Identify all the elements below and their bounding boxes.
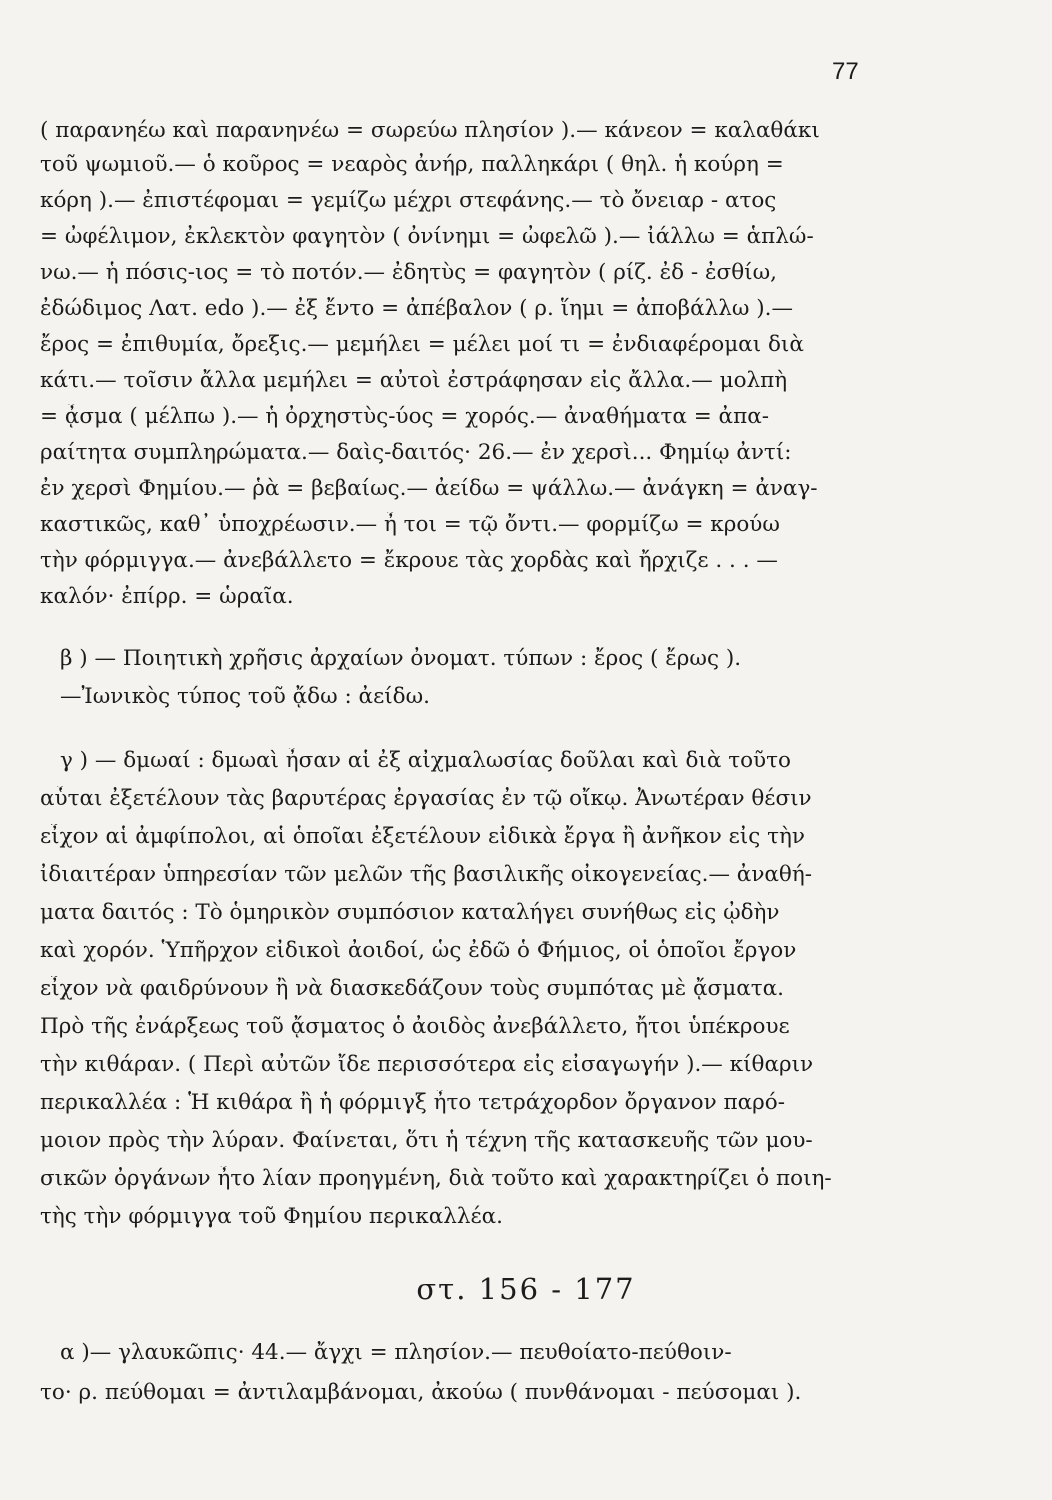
text-line: τὴς τὴν φόρμιγγα τοῦ Φημίου περικαλλέα. <box>40 1204 503 1229</box>
text-line: τὴν φόρμιγγα.— ἀνεβάλλετο = ἔκρουε τὰς χορδὰς καὶ ἤρχιζε . . . — <box>40 548 778 573</box>
text-line: Πρὸ τῆς ἐνάρξεως τοῦ ᾄσματος ὁ ἀοιδὸς ἀνεβάλλετο, ἤτοι ὑπέκρουε <box>40 1014 790 1039</box>
text-line: ἐν χερσὶ Φημίου.— ῥὰ = βεβαίως.— ἀείδω = ψάλλω.— ἀνάγκη = ἀναγ- <box>40 476 818 501</box>
text-line: ( παρανηέω καὶ παρανηνέω = σωρεύω πλησίον ).— κάνεον = καλαθάκι <box>40 118 820 143</box>
text-line: = ὠφέλιμον, ἐκλεκτὸν φαγητὸν ( ὀνίνημι = ὠφελῶ ).— ἰάλλω = ἁπλώ- <box>40 224 814 249</box>
text-line: μοιον πρὸς τὴν λύραν. Φαίνεται, ὅτι ἡ τέχνη τῆς κατασκευῆς τῶν μου- <box>40 1128 813 1153</box>
text-line: κάτι.— τοῖσιν ἄλλα μεμήλει = αὐτοὶ ἐστράφησαν εἰς ἄλλα.— μολπὴ <box>40 368 788 393</box>
text-line: σικῶν ὀργάνων ἦτο λίαν προηγμένη, διὰ τοῦτο καὶ χαρακτηρίζει ὁ ποιη- <box>40 1166 832 1191</box>
text-line: αὗται ἐξετέλουν τὰς βαρυτέρας ἐργασίας ἐν τῷ οἴκῳ. Ἀνωτέραν θέσιν <box>40 786 812 811</box>
text-line: το· ρ. πεύθομαι = ἀντιλαμβάνομαι, ἀκούω ( πυνθάνομαι - πεύσομαι ). <box>40 1380 802 1405</box>
text-line: ἐδώδιμος Λατ. edo ).— ἐξ ἔντο = ἀπέβαλον ( ρ. ἵημι = ἀποβάλλω ).— <box>40 296 793 321</box>
text-line: γ ) — δμωαί : δμωαὶ ἦσαν αἱ ἐξ αἰχμαλωσίας δοῦλαι καὶ διὰ τοῦτο <box>60 748 791 773</box>
text-line: = ᾆσμα ( μέλπω ).— ἡ ὀρχηστὺς-ύος = χορός.— ἀναθήματα = ἀπα- <box>40 404 769 429</box>
text-line: ραίτητα συμπληρώματα.— δαὶς-δαιτός· 26.— ἐν χερσὶ... Φημίῳ ἀντί: <box>40 440 792 465</box>
text-line: ἔρος = ἐπιθυμία, ὄρεξις.— μεμήλει = μέλει μοί τι = ἐνδιαφέρομαι διὰ <box>40 332 804 357</box>
text-line: ἰδιαιτέραν ὑπηρεσίαν τῶν μελῶν τῆς βασιλικῆς οἰκογενείας.— ἀναθή- <box>40 862 813 887</box>
text-line: τὴν κιθάραν. ( Περὶ αὐτῶν ἴδε περισσότερα εἰς εἰσαγωγήν ).— κίθαριν <box>40 1052 814 1077</box>
section-heading: στ. 156 - 177 <box>416 1272 636 1306</box>
text-line: εἶχον νὰ φαιδρύνουν ἢ νὰ διασκεδάζουν τοὺς συμπότας μὲ ᾄσματα. <box>40 976 784 1001</box>
text-line: περικαλλέα : Ἡ κιθάρα ἢ ἡ φόρμιγξ ἦτο τετράχορδον ὄργανον παρό- <box>40 1090 786 1115</box>
text-line: καλόν· ἐπίρρ. = ὡραῖα. <box>40 584 294 609</box>
text-line: νω.— ἡ πόσις-ιος = τὸ ποτόν.— ἐδητὺς = φαγητὸν ( ρίζ. ἐδ - ἐσθίω, <box>40 260 777 285</box>
text-line: κόρη ).— ἐπιστέφομαι = γεμίζω μέχρι στεφάνης.— τὸ ὄνειαρ - ατος <box>40 188 777 213</box>
text-line: ματα δαιτός : Τὸ ὁμηρικὸν συμπόσιον καταλήγει συνήθως εἰς ᾠδὴν <box>40 900 780 925</box>
text-line: εἶχον αἱ ἀμφίπολοι, αἱ ὁποῖαι ἐξετέλουν εἰδικὰ ἔργα ἢ ἀνῆκον εἰς τὴν <box>40 824 805 849</box>
text-line: καὶ χορόν. Ὑπῆρχον εἰδικοὶ ἀοιδοί, ὡς ἐδῶ ὁ Φήμιος, οἱ ὁποῖοι ἔργον <box>40 938 797 963</box>
text-line: β ) — Ποιητικὴ χρῆσις ἀρχαίων ὀνοματ. τύπων : ἔρος ( ἔρως ). <box>60 646 742 671</box>
text-line: καστικῶς, καθ᾽ ὑποχρέωσιν.— ἦ τοι = τῷ ὄντι.— φορμίζω = κρούω <box>40 512 780 537</box>
text-line: τοῦ ψωμιοῦ.— ὁ κοῦρος = νεαρὸς ἀνήρ, παλληκάρι ( θηλ. ἡ κούρη = <box>40 152 784 177</box>
page-number: 77 <box>832 58 859 85</box>
text-line: α )— γλαυκῶπις· 44.— ἄγχι = πλησίον.— πευθοίατο-πεύθοιν- <box>60 1340 732 1365</box>
text-line: —Ἰωνικὸς τύπος τοῦ ᾄδω : ἀείδω. <box>60 684 430 709</box>
